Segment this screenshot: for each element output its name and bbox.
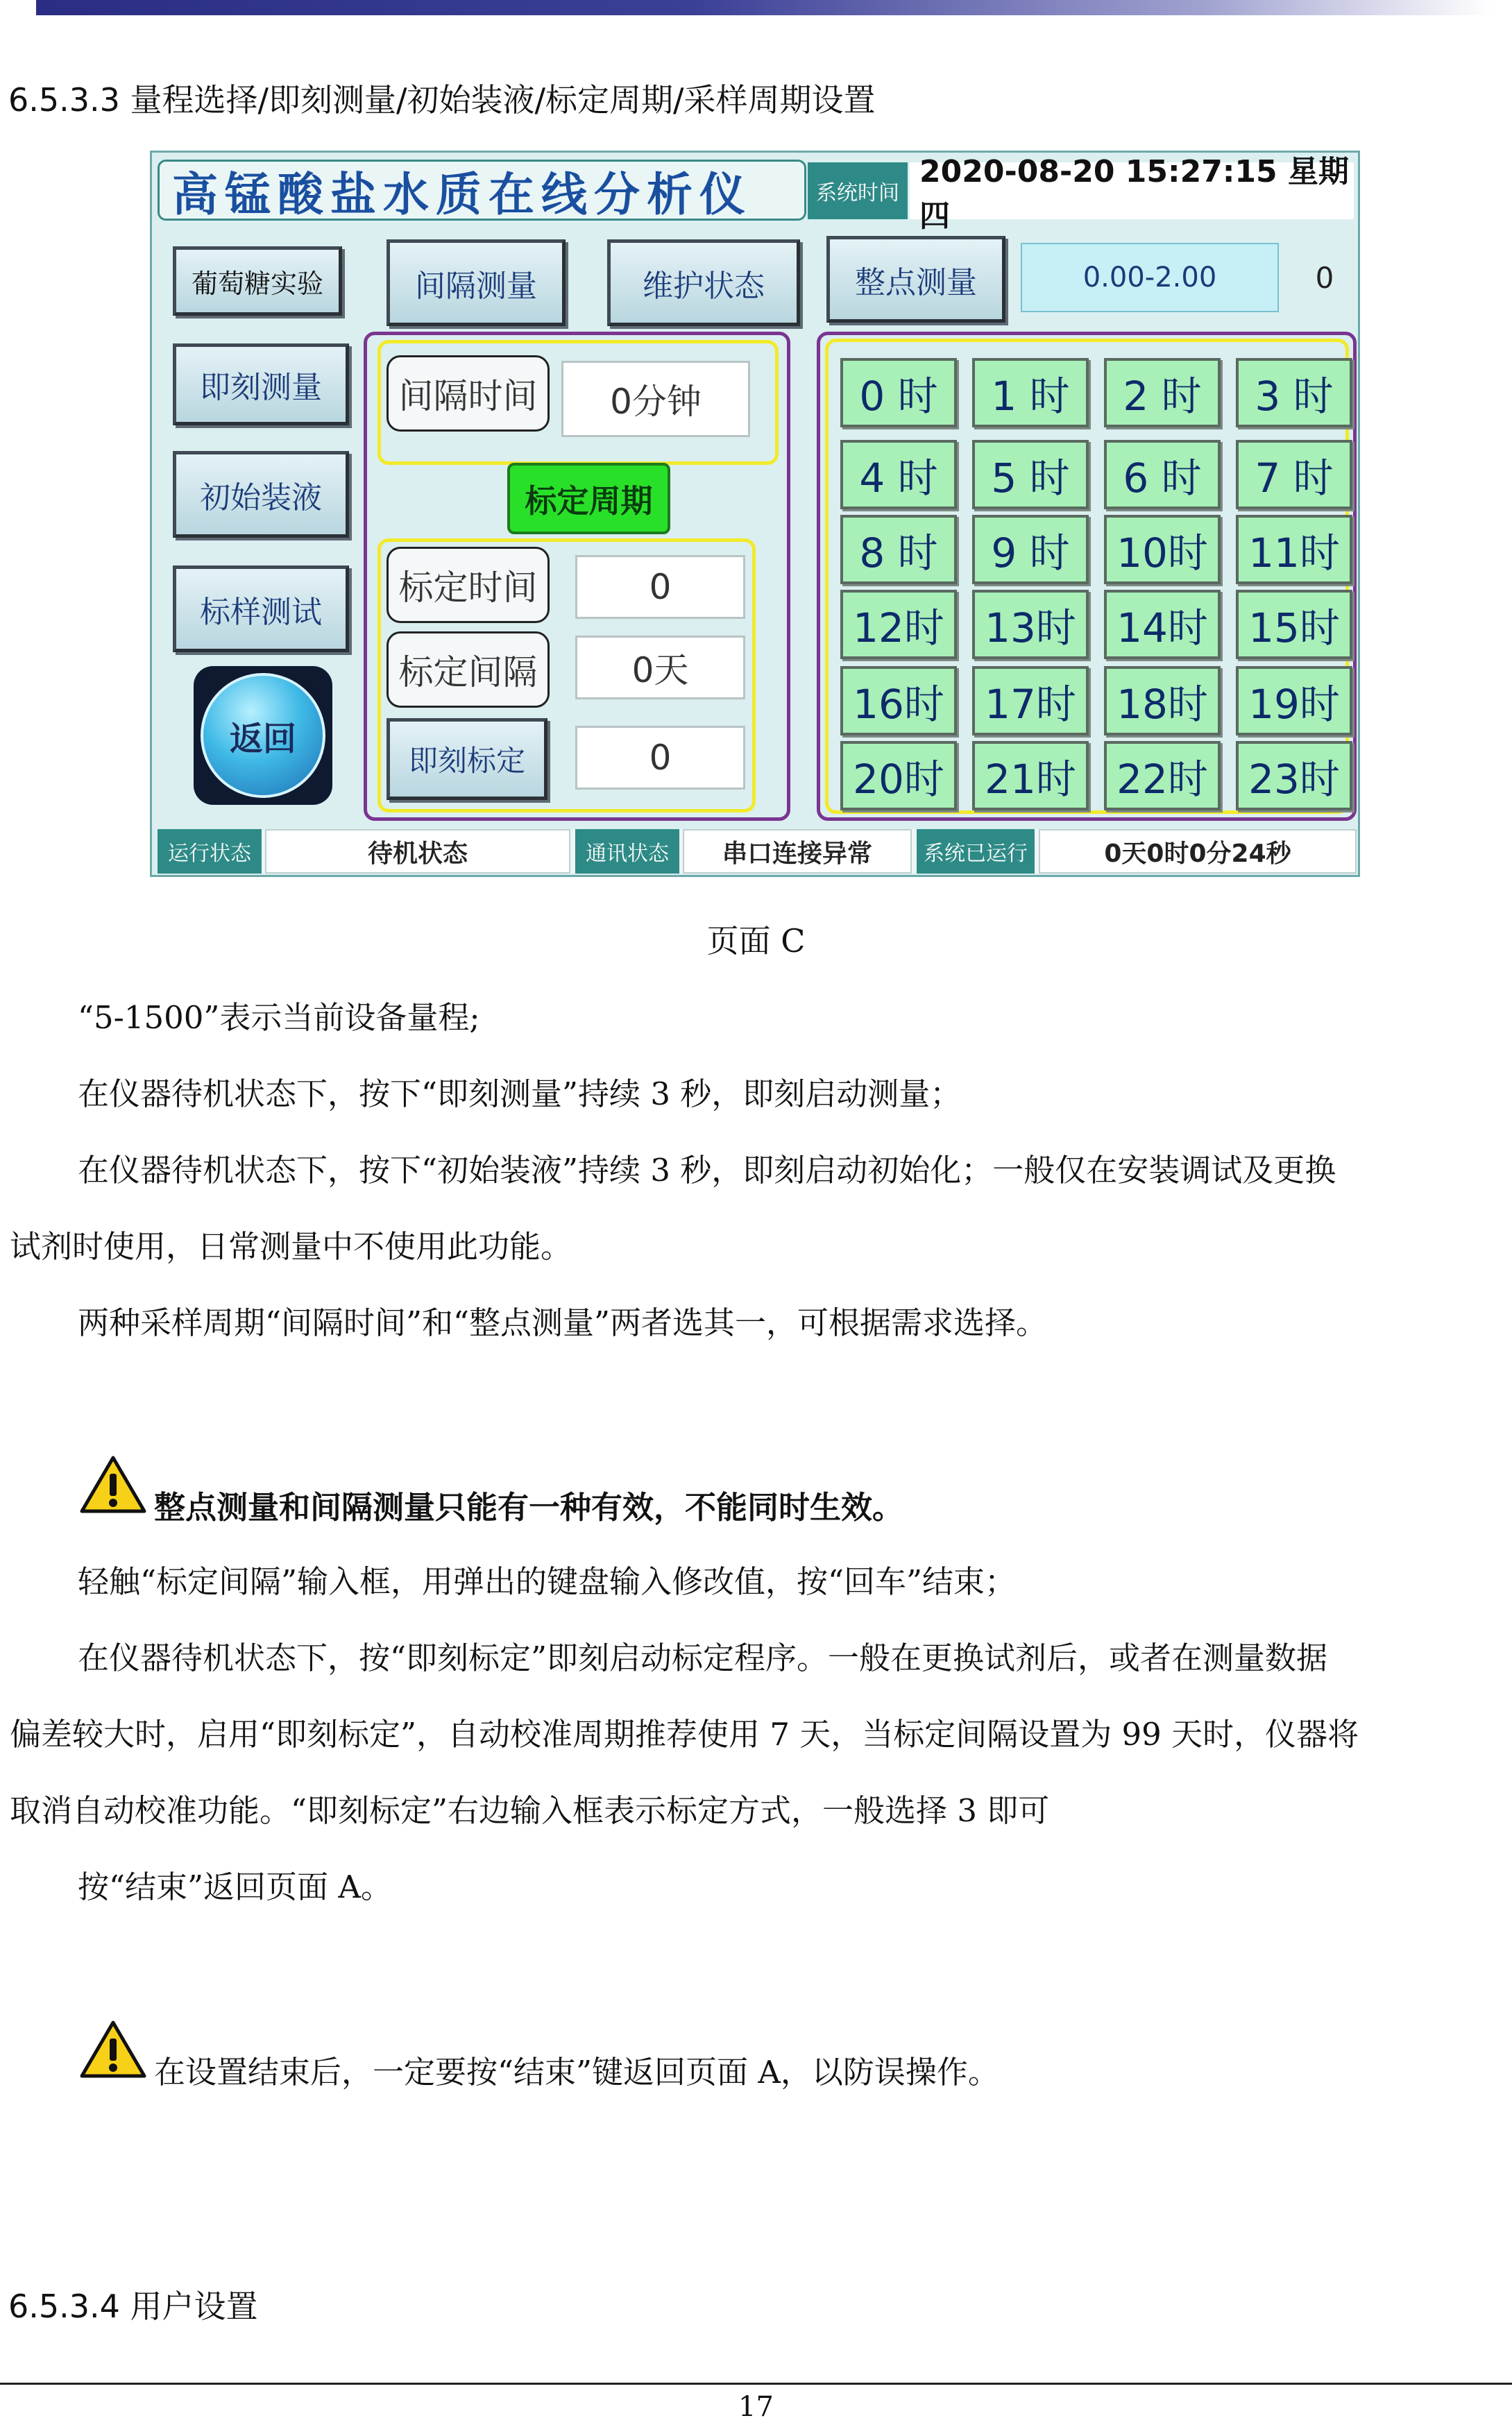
interval-time-label: 间隔时间 bbox=[387, 355, 550, 432]
warning-text: 在设置结束后，一定要按“结束”键返回页面 A，以防误操作。 bbox=[154, 2054, 999, 2091]
hour-button[interactable]: 7 时 bbox=[1236, 440, 1352, 509]
glucose-experiment-button[interactable]: 葡萄糖实验 bbox=[173, 246, 342, 316]
hmi-title: 高锰酸盐水质在线分析仪 bbox=[158, 160, 806, 221]
system-time-value: 2020-08-20 15:27:15 星期四 bbox=[910, 162, 1354, 219]
hour-button[interactable]: 17时 bbox=[972, 666, 1089, 735]
hour-button[interactable]: 6 时 bbox=[1104, 440, 1221, 509]
standard-test-button[interactable]: 标样测试 bbox=[173, 565, 349, 652]
hour-button[interactable]: 16时 bbox=[840, 666, 957, 735]
interval-measure-button[interactable]: 间隔测量 bbox=[387, 239, 566, 326]
run-status-value: 待机状态 bbox=[265, 829, 570, 874]
hour-button[interactable]: 1 时 bbox=[972, 358, 1089, 427]
paragraph: 两种采样周期“间隔时间”和“整点测量”两者选其一，可根据需求选择。 bbox=[78, 1304, 1048, 1341]
section-heading-next: 6.5.3.4 用户设置 bbox=[8, 2288, 258, 2325]
paragraph: 在仪器待机状态下，按下“即刻测量”持续 3 秒，即刻启动测量； bbox=[78, 1075, 962, 1112]
warning-text: 整点测量和间隔测量只能有一种有效，不能同时生效。 bbox=[154, 1489, 904, 1526]
comm-status-value: 串口连接异常 bbox=[683, 829, 912, 874]
hour-button[interactable]: 18时 bbox=[1104, 666, 1221, 735]
initial-fill-button[interactable]: 初始装液 bbox=[173, 451, 349, 538]
hour-button[interactable]: 11时 bbox=[1236, 515, 1352, 584]
footer-divider bbox=[0, 2383, 1512, 2385]
calibration-interval-label: 标定间隔 bbox=[387, 631, 550, 708]
maintenance-status-button[interactable]: 维护状态 bbox=[607, 239, 800, 326]
calibration-period-button[interactable]: 标定周期 bbox=[507, 463, 670, 534]
hour-button[interactable]: 10时 bbox=[1104, 515, 1221, 584]
calibration-interval-field[interactable]: 0天 bbox=[575, 636, 745, 699]
hour-button[interactable]: 8 时 bbox=[840, 515, 957, 584]
page-number: 17 bbox=[738, 2391, 774, 2423]
instant-calibration-button[interactable]: 即刻标定 bbox=[387, 718, 547, 800]
section-heading: 6.5.3.3 量程选择/即刻测量/初始装液/标定周期/采样周期设置 bbox=[8, 81, 876, 119]
hour-button[interactable]: 9 时 bbox=[972, 515, 1089, 584]
hour-button[interactable]: 15时 bbox=[1236, 590, 1352, 659]
hour-button[interactable]: 22时 bbox=[1104, 741, 1221, 810]
hour-button[interactable]: 0 时 bbox=[840, 358, 957, 427]
hour-button[interactable]: 2 时 bbox=[1104, 358, 1221, 427]
calibration-time-field[interactable]: 0 bbox=[575, 555, 745, 619]
paragraph: “5-1500”表示当前设备量程; bbox=[78, 999, 480, 1036]
paragraph: 取消自动校准功能。“即刻标定”右边输入框表示标定方式，一般选择 3 即可 bbox=[10, 1792, 1050, 1829]
range-display: 0.00-2.00 bbox=[1021, 243, 1279, 312]
status-bar bbox=[158, 829, 1357, 874]
paragraph: 在仪器待机状态下，按下“初始装液”持续 3 秒，即刻启动初始化；一般仅在安装调试及更换 bbox=[78, 1152, 1336, 1189]
hourly-measure-button[interactable]: 整点测量 bbox=[826, 236, 1005, 323]
calibration-time-label: 标定时间 bbox=[387, 547, 550, 623]
system-time-label: 系统时间 bbox=[808, 162, 908, 219]
hour-button[interactable]: 5 时 bbox=[972, 440, 1089, 509]
warning-icon bbox=[80, 1456, 146, 1514]
hour-button[interactable]: 23时 bbox=[1236, 741, 1352, 810]
hmi-screen bbox=[150, 151, 1360, 877]
return-button-label: 返回 bbox=[201, 673, 325, 798]
paragraph: 试剂时使用，日常测量中不使用此功能。 bbox=[10, 1228, 572, 1265]
hour-button[interactable]: 20时 bbox=[840, 741, 957, 810]
header-bar bbox=[36, 0, 1492, 15]
range-extra-value: 0 bbox=[1315, 260, 1334, 295]
hour-button[interactable]: 12时 bbox=[840, 590, 957, 659]
warning-icon bbox=[80, 2020, 146, 2079]
hour-button[interactable]: 14时 bbox=[1104, 590, 1221, 659]
hour-button[interactable]: 19时 bbox=[1236, 666, 1352, 735]
instant-calibration-field[interactable]: 0 bbox=[575, 726, 745, 790]
hour-button[interactable]: 4 时 bbox=[840, 440, 957, 509]
figure-caption: 页面 C bbox=[706, 922, 806, 960]
return-button[interactable] bbox=[194, 666, 332, 805]
hour-button[interactable]: 3 时 bbox=[1236, 358, 1352, 427]
uptime-label: 系统已运行 bbox=[917, 829, 1035, 874]
paragraph: 按“结束”返回页面 A。 bbox=[78, 1869, 392, 1905]
hour-button[interactable]: 13时 bbox=[972, 590, 1089, 659]
paragraph: 在仪器待机状态下，按“即刻标定”即刻启动标定程序。一般在更换试剂后，或者在测量数据 bbox=[78, 1640, 1328, 1676]
uptime-value: 0天0时0分24秒 bbox=[1039, 829, 1357, 874]
paragraph: 轻触“标定间隔”输入框，用弹出的键盘输入修改值，按“回车”结束； bbox=[78, 1563, 1017, 1600]
comm-status-label: 通讯状态 bbox=[575, 829, 679, 874]
instant-measure-button[interactable]: 即刻测量 bbox=[173, 343, 349, 425]
hour-button[interactable]: 21时 bbox=[972, 741, 1089, 810]
run-status-label: 运行状态 bbox=[158, 829, 262, 874]
interval-time-field[interactable]: 0分钟 bbox=[561, 361, 750, 437]
paragraph: 偏差较大时，启用“即刻标定”，自动校准周期推荐使用 7 天，当标定间隔设置为 99 天时，仪器将 bbox=[10, 1716, 1359, 1753]
